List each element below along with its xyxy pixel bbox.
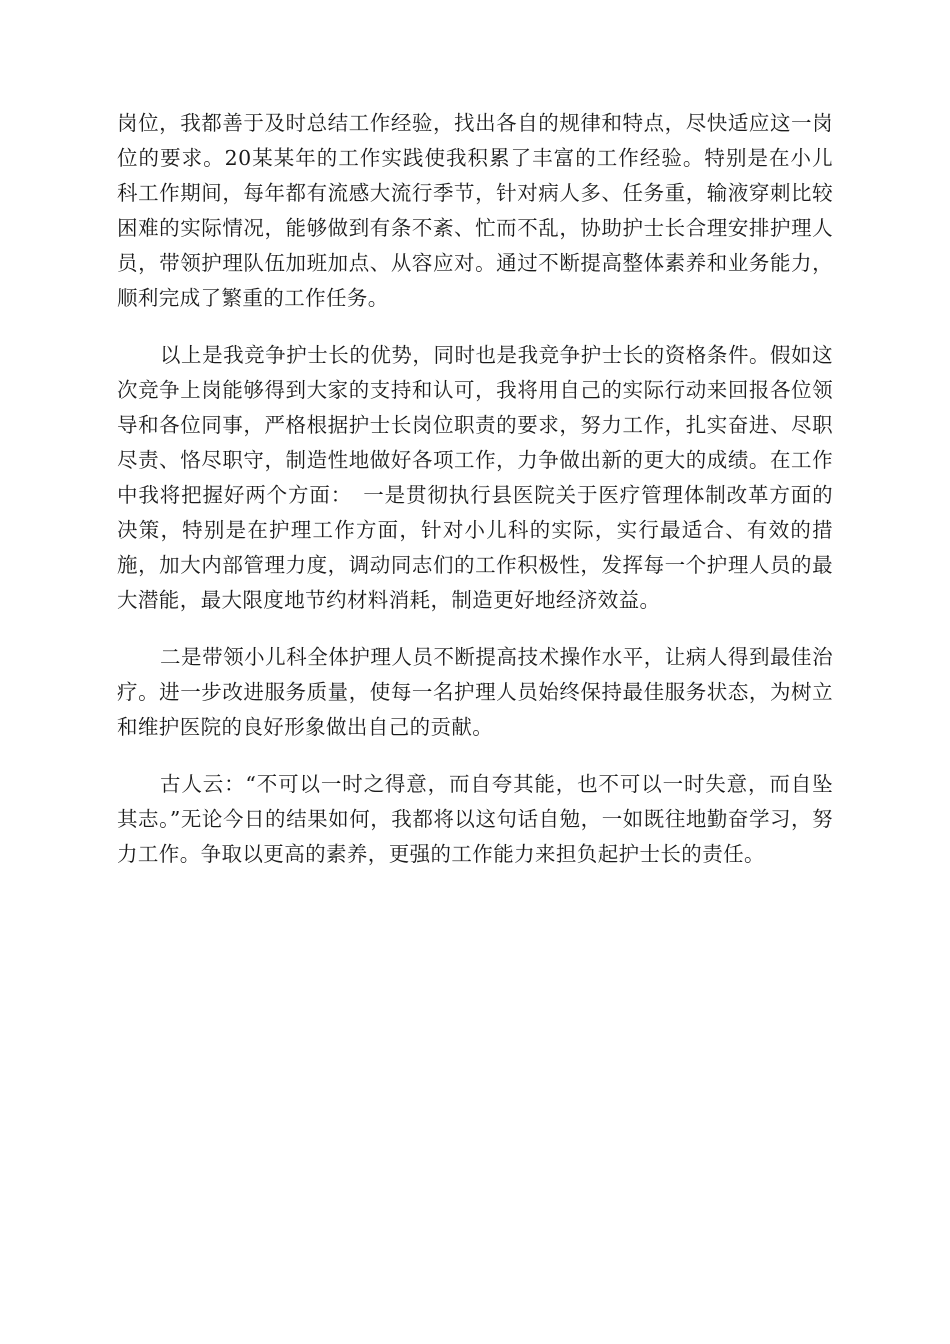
paragraph-qualifications: 以上是我竞争护士长的优势，同时也是我竞争护士长的资格条件。假如这次竞争上岗能够得到大家的支持和认可，我将用自己的实际行动来回报各位领导和各位同事，严格根据护士长岗位职责的要求，努力工作，扎实奋进、尽职尽责、恪尽职守，制造性地做好各项工作，力争做出新的更大的成绩。在工作中我将把握好两个方面： 一是贯彻执行县医院关于医疗管理体制改革方面的决策，特别是在护理工作方面，针对小儿科的实际，实行最适合、有效的措施，加大内部管理力度，调动同志们的工作积极性，发挥每一个护理人员的最大潜能，最大限度地节约材料消耗，制造更好地经济效益。 (117, 343, 833, 612)
paragraph-second-aspect: 二是带领小儿科全体护理人员不断提高技术操作水平，让病人得到最佳治疗。进一步改进服务质量，使每一名护理人员始终保持最佳服务状态，为树立和维护医院的良好形象做出自己的贡献。 (117, 645, 833, 739)
paragraph-closing-quote: 古人云：“不可以一时之得意，而自夸其能，也不可以一时失意，而自坠其志。”无论今日的结果如何，我都将以这句话自勉，一如既往地勤奋学习，努力工作。争取以更高的素养，更强的工作能力来担负起护士长的责任。 (117, 772, 833, 866)
paragraph-continuation: 岗位，我都善于及时总结工作经验，找出各自的规律和特点，尽快适应这一岗位的要求。20某某年的工作实践使我积累了丰富的工作经验。特别是在小儿科工作期间，每年都有流感大流行季节，针对病人多、任务重，输液穿刺比较困难的实际情况，能够做到有条不紊、忙而不乱，协助护士长合理安排护理人员，带领护理队伍加班加点、从容应对。通过不断提高整体素养和业务能力，顺利完成了繁重的工作任务。 (117, 111, 833, 310)
document-page (117, 106, 833, 894)
